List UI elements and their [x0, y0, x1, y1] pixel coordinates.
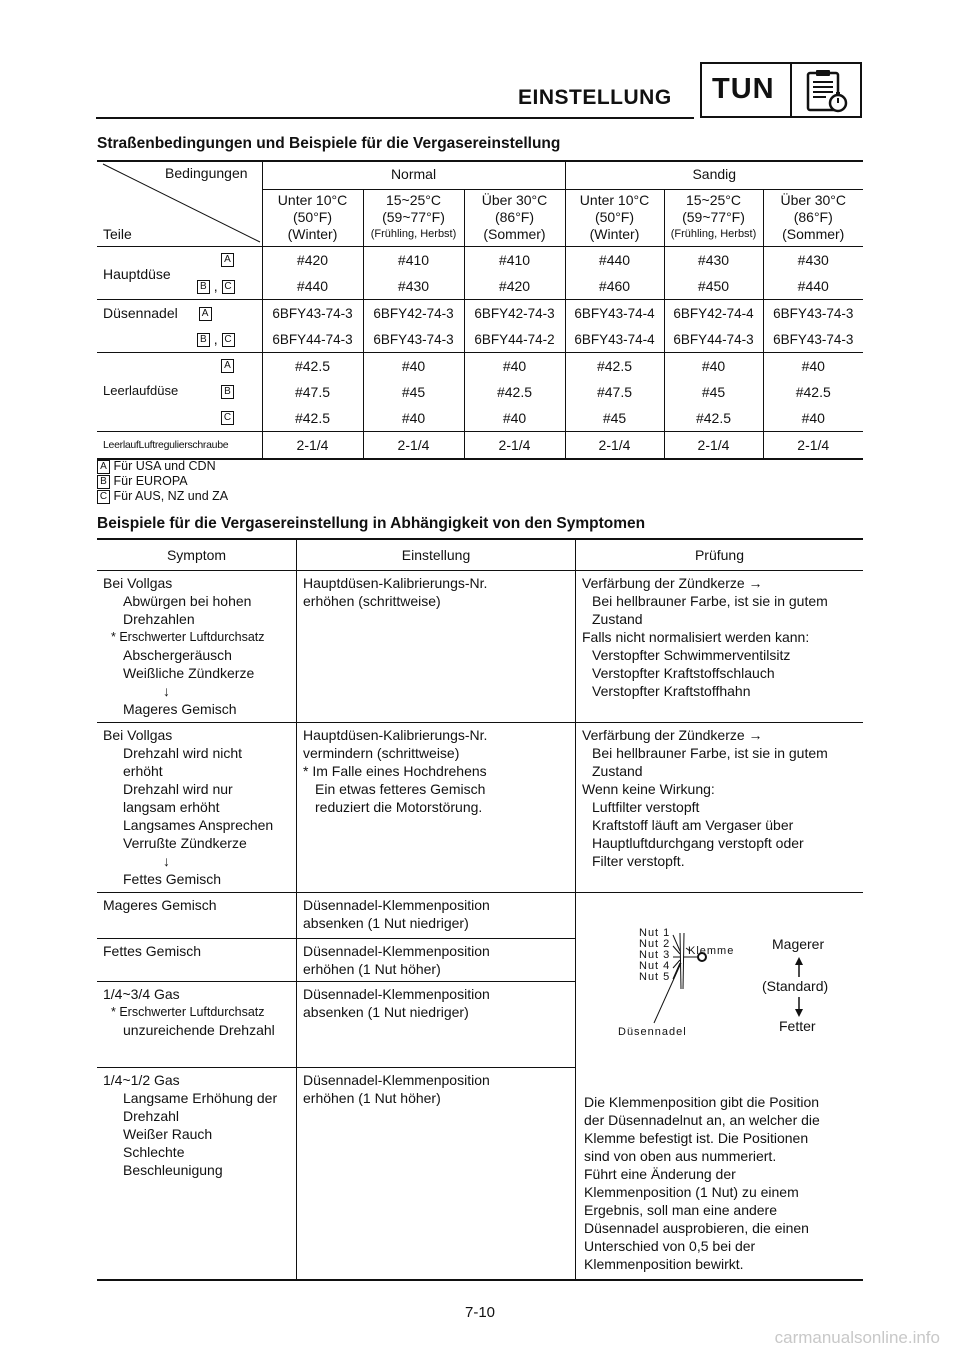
group-sandig: Sandig [565, 160, 863, 189]
table-row: Leerlaufdüse A B C #42.5 #40 #40 #42.5 #40 #40 [97, 353, 863, 380]
diagram-cell [576, 893, 864, 1281]
corner-header-cell [97, 160, 262, 247]
clip-explanation: Die Klemmenposition gibt die Position der Düsennadelnut an, an welcher die Klemme befestigt ist. Die Positionen sind von oben aus nummeriert. Führt eine Änderung der Klemmenposition (1 Nut) zu einem Ergebnis, soll man eine andere Düsennadel ausprobieren, die einen Unterschied von 0,5 bei der Klemmenposition bewirkt. [584, 1094, 820, 1272]
corner-teile: Teile [103, 226, 132, 242]
section2-heading: Beispiele für die Vergasereinstellung in Abhängigkeit von den Symptomen [97, 515, 646, 532]
table-row: 1/4~1/2 Gas Langsame Erhöhung der Drehzahl Weißer Rauch Schlechte Beschleunigung Düsennadel-Klemmenposition erhöhen (1 Nut höher) [97, 1068, 863, 1281]
clipboard-stopwatch-icon [798, 68, 858, 114]
nut-labels: Nut 1 Nut 2 Nut 3 Nut 4 Nut 5 [639, 927, 671, 983]
tun-label: TUN [712, 73, 775, 105]
mark-bc: B , C [97, 273, 262, 300]
table-row: B , C #440 #430 #420 #460 #450 #440 [97, 273, 863, 300]
mark-bc: B , C [97, 326, 262, 353]
tun-badge [700, 62, 862, 118]
symptom-table [97, 538, 863, 1281]
col-einstellung: Einstellung [297, 539, 576, 571]
part-leerlaufduese-cell: Leerlaufdüse A B C [97, 353, 262, 432]
temp-col-5: 15~25°C (59~77°F) (Frühling, Herbst) [664, 189, 763, 246]
page-number: 7-10 [464, 1304, 496, 1321]
carburetor-settings-table [97, 160, 863, 460]
klemme-label: Klemme [688, 945, 735, 957]
temp-col-6: Über 30°C (86°F) (Sommer) [763, 189, 863, 246]
col-symptom: Symptom [97, 539, 297, 571]
group-normal: Normal [262, 160, 565, 189]
tun-divider [790, 64, 792, 116]
table-row: Bei Vollgas Abwürgen bei hohen Drehzahlen * Erschwerter Luftdurchsatz Abschergeräusch Weißliche Zündkerze ↓ Mageres Gemisch Hauptdüsen-Kalibrierungs-Nr. erhöhen (schrittweise) Verfärbung der Zündkerze → Bei hellbrauner Farbe, ist sie in gutem Zustand Falls nicht normalisiert werden kann: Verstopfter Schwimmerventilsitz Verstopfter Kraftstoffschlauch Verstopfter Kraftstoffhahn [97, 571, 863, 723]
page-section-title: EINSTELLUNG [518, 86, 672, 109]
standard-label: (Standard) [762, 978, 829, 994]
col-pruefung: Prüfung [576, 539, 864, 571]
corner-bedingungen: Bedingungen [165, 165, 248, 181]
temp-col-4: Unter 10°C (50°F) (Winter) [565, 189, 664, 246]
table-row: Mageres Gemisch Düsennadel-Klemmenposition absenken (1 Nut niedriger) Nut 1 Nut 2 Nut 3 Nut 4 Nut 5 Klemme Düsennadel Magerer (Standard) Fetter Die Klemmenposition gibt die Position der Düsennadelnut an, an welcher die Klemme befestigt ist. Die Positionen sind von oben aus nummeriert. Führt eine Änderung der Klemmenposition (1 Nut) zu einem Ergebnis, soll man eine andere Düsennadel ausprobieren, die einen Unterschied von 0,5 bei der Klemmenposition bewirkt. [97, 893, 863, 939]
section1-heading: Straßenbedingungen und Beispiele für die Vergasereinstellung [97, 135, 561, 152]
table-row: 1/4~3/4 Gas * Erschwerter Luftdurchsatz unzureichende Drehzahl Düsennadel-Klemmenposition absenken (1 Nut niedriger) [97, 982, 863, 1068]
table-row: Bei Vollgas Drehzahl wird nicht erhöht Drehzahl wird nur langsam erhöht Langsames Ansprechen Verrußte Zündkerze ↓ Fettes Gemisch Hauptdüsen-Kalibrierungs-Nr. vermindern (schrittweise) * Im Falle eines Hochdrehens Ein etwas fetteres Gemisch reduziert die Motorstörung. Verfärbung der Zündkerze → Bei hellbrauner Farbe, ist sie in gutem Zustand Wenn keine Wirkung: Luftfilter verstopft Kraftstoff läuft am Vergaser über Hauptluftdurchgang verstopft oder Filter verstopft. [97, 723, 863, 893]
magerer-label: Magerer [772, 936, 825, 952]
footnotes: A Für USA und CDN B Für EUROPA C Für AUS, NZ und ZA [97, 459, 228, 504]
table-row: LeerlaufLuftregulierschraube 2-1/4 2-1/4 2-1/4 2-1/4 2-1/4 2-1/4 [97, 432, 863, 460]
part-duesennadel-cell: Düsennadel A [97, 300, 262, 327]
header-rule [96, 117, 694, 119]
table-row: Düsennadel A 6BFY43-74-3 6BFY42-74-3 6BFY42-74-3 6BFY43-74-4 6BFY42-74-4 6BFY43-74-3 [97, 300, 863, 327]
table-row: #42.5 #40 #40 #45 #42.5 #40 [97, 405, 863, 432]
fetter-label: Fetter [779, 1018, 816, 1034]
temp-col-3: Über 30°C (86°F) (Sommer) [464, 189, 565, 246]
table-row: Fettes Gemisch Düsennadel-Klemmenposition erhöhen (1 Nut höher) [97, 939, 863, 982]
table-row: B , C 6BFY44-74-3 6BFY43-74-3 6BFY44-74-2 6BFY43-74-4 6BFY44-74-3 6BFY43-74-3 [97, 326, 863, 353]
watermark: carmanualsonline.info [774, 1328, 940, 1347]
part-hauptduese-cell: Hauptdüse A [97, 247, 262, 274]
part-schraube-cell: LeerlaufLuftregulierschraube [97, 432, 262, 460]
duesennadel-label: Düsennadel [618, 1026, 687, 1038]
temp-col-2: 15~25°C (59~77°F) (Frühling, Herbst) [363, 189, 464, 246]
table-row: Hauptdüse A #420 #410 #410 #440 #430 #430 [97, 247, 863, 274]
temp-col-1: Unter 10°C (50°F) (Winter) [262, 189, 363, 246]
table-row: #47.5 #45 #42.5 #47.5 #45 #42.5 [97, 379, 863, 405]
